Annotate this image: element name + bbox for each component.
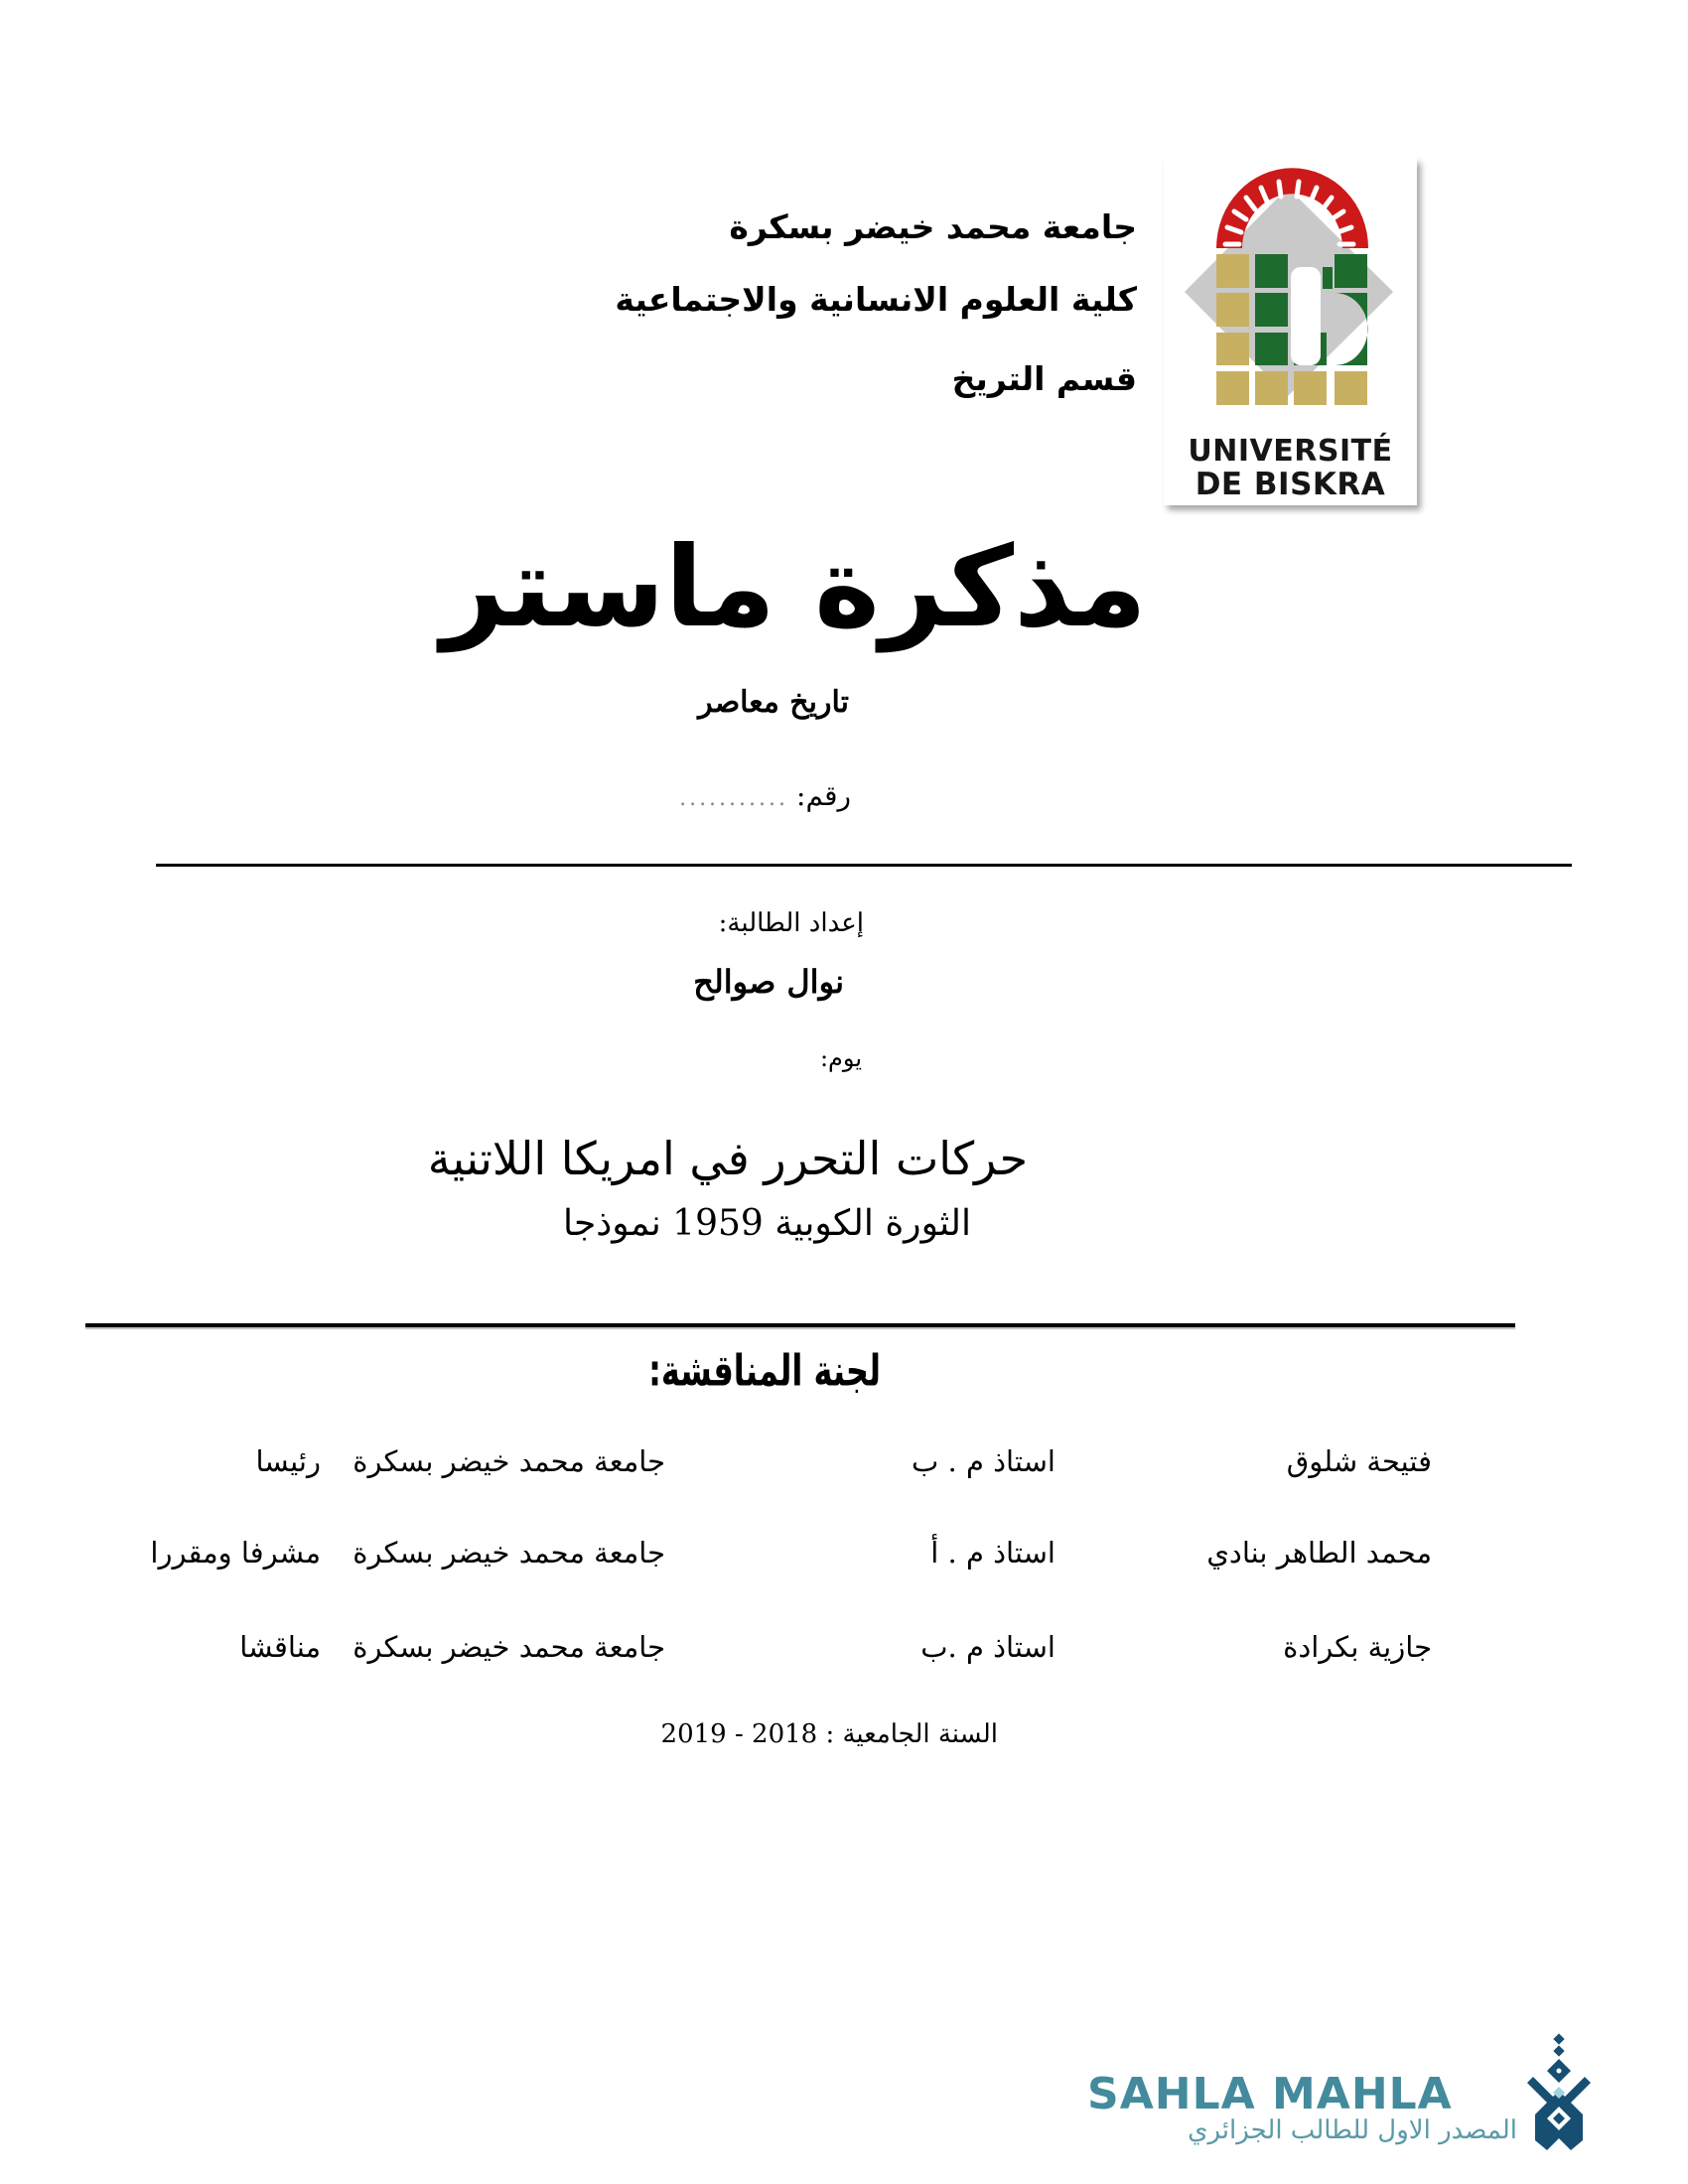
member-rank: استاذ م . ب bbox=[912, 1444, 1055, 1478]
document-title: مذكرة ماستر bbox=[441, 523, 1147, 652]
member-university: جامعة محمد خيضر بسكرة bbox=[352, 1536, 665, 1570]
university-name: جامعة محمد خيضر بسكرة bbox=[729, 207, 1137, 246]
day-label: يوم: bbox=[819, 1044, 862, 1072]
sahla-mahla-emblem-icon bbox=[1527, 2033, 1607, 2152]
member-rank: استاذ م .ب bbox=[920, 1630, 1055, 1664]
member-name: فتيحة شلوق bbox=[1286, 1444, 1432, 1478]
committee-heading: لجنة المناقشة: bbox=[648, 1345, 881, 1397]
thesis-subtitle: الثورة الكوبية 1959 نموذجا bbox=[563, 1203, 971, 1244]
specialty: تاريخ معاصر bbox=[698, 685, 849, 720]
document-number bbox=[679, 779, 851, 812]
prepared-by-label: إعداد الطالبة: bbox=[718, 908, 864, 938]
brand-tagline: المصدر الاول للطالب الجزائري bbox=[1188, 2116, 1517, 2145]
logo-text-universite: UNIVERSITÉ bbox=[1188, 434, 1393, 469]
faculty-name: كلية العلوم الانسانية والاجتماعية bbox=[615, 280, 1137, 319]
member-role: مشرفا ومقررا bbox=[150, 1536, 321, 1570]
thesis-title: حركات التحرر في امريكا اللاتنية bbox=[427, 1132, 1028, 1185]
member-role: مناقشا bbox=[239, 1630, 321, 1664]
number-label: رقم: bbox=[796, 779, 851, 812]
university-logo bbox=[1164, 158, 1417, 505]
university-emblem-icon bbox=[1164, 158, 1417, 436]
student-name: نوال صوالح bbox=[693, 963, 844, 1001]
divider-top bbox=[156, 864, 1572, 867]
brand-name: SAHLA MAHLA bbox=[1087, 2069, 1453, 2119]
member-role: رئيسا bbox=[255, 1444, 321, 1478]
member-university: جامعة محمد خيضر بسكرة bbox=[352, 1444, 665, 1478]
number-value: ........... bbox=[679, 786, 789, 811]
member-university: جامعة محمد خيضر بسكرة bbox=[352, 1630, 665, 1664]
department-name: قسم التريخ bbox=[951, 359, 1137, 398]
member-name: جازية بكرادة bbox=[1283, 1630, 1432, 1664]
divider-bottom bbox=[85, 1323, 1515, 1327]
member-rank: استاذ م . أ bbox=[930, 1536, 1055, 1570]
logo-text-biskra: DE BISKRA bbox=[1195, 467, 1386, 502]
member-name: محمد الطاهر بنادي bbox=[1206, 1536, 1432, 1570]
academic-year: السنة الجامعية : 2018 - 2019 bbox=[660, 1719, 998, 1749]
